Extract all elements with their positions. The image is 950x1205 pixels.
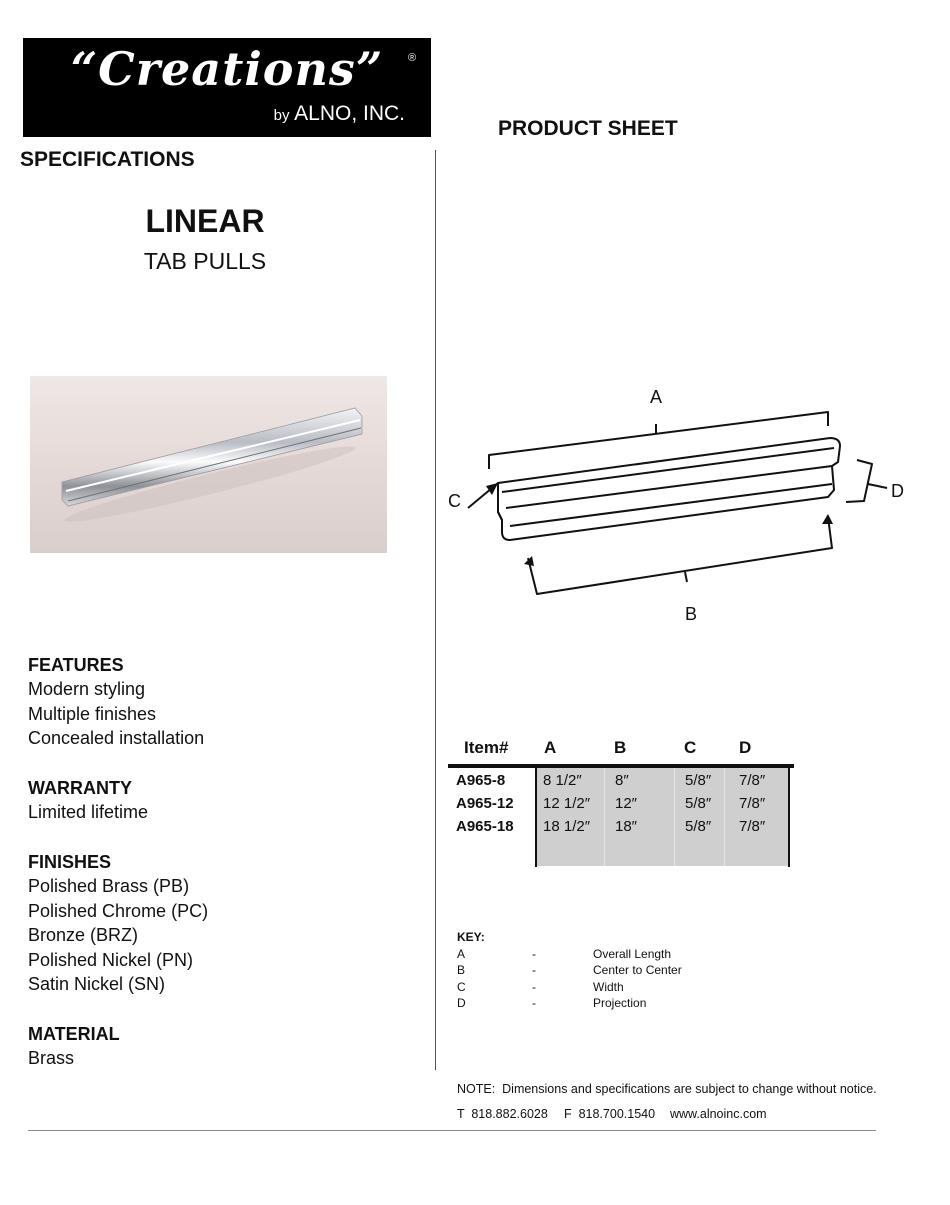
footer-rule	[28, 1130, 876, 1131]
cell-a: 12 1/2″	[543, 795, 591, 812]
table-header-c: C	[684, 738, 697, 757]
key-meaning: Width	[593, 979, 624, 994]
product-sheet-heading: PRODUCT SHEET	[498, 117, 678, 140]
feature-item: Concealed installation	[28, 728, 205, 749]
finish-item: Polished Chrome (PC)	[28, 900, 209, 921]
section-finishes	[28, 850, 208, 997]
table-right-border	[788, 768, 790, 867]
brand-logo	[23, 38, 431, 137]
dimension-table	[448, 730, 794, 870]
cell-d: 7/8″	[739, 818, 766, 835]
key-row	[457, 979, 624, 996]
logo-by-word: by	[273, 107, 290, 124]
finish-item: Polished Nickel (PN)	[28, 949, 194, 970]
fax-number: F 818.700.1540	[564, 1107, 656, 1121]
logo-company: ALNO, INC.	[294, 102, 405, 125]
dimension-key	[457, 929, 682, 1012]
table-left-border	[535, 768, 537, 867]
cell-c: 5/8″	[685, 772, 712, 789]
logo-script-text: “Creations”	[70, 42, 384, 96]
table-column-line	[674, 768, 675, 866]
key-row	[457, 962, 682, 979]
cell-b: 8″	[615, 772, 629, 789]
product-subtitle: TAB PULLS	[143, 248, 267, 274]
feature-item: Modern styling	[28, 679, 146, 699]
table-header-a: A	[544, 738, 557, 757]
cell-a: 8 1/2″	[543, 772, 582, 789]
diagram-label-b: B	[684, 604, 698, 624]
section-heading: FINISHES	[28, 852, 112, 872]
table-column-line	[724, 768, 725, 866]
dimension-diagram	[440, 380, 920, 635]
key-dash: -	[532, 996, 536, 1010]
section-features	[28, 653, 204, 751]
table-column-line	[604, 768, 605, 866]
product-title: LINEAR	[145, 203, 265, 239]
item-number: A965-8	[456, 772, 506, 789]
key-row	[457, 995, 647, 1012]
finish-item: Bronze (BRZ)	[28, 925, 139, 946]
product-photo	[30, 376, 387, 553]
finish-item: Polished Brass (PB)	[28, 876, 190, 896]
material-item: Brass	[28, 1048, 75, 1068]
section-material	[28, 1022, 120, 1071]
cell-c: 5/8″	[685, 795, 712, 812]
key-letter: A	[457, 946, 466, 961]
cell-b: 12″	[615, 795, 637, 812]
section-heading: MATERIAL	[28, 1024, 120, 1044]
key-dash: -	[532, 946, 536, 961]
section-warranty	[28, 776, 148, 825]
cell-b: 18″	[615, 818, 637, 835]
key-letter: B	[457, 963, 466, 977]
table-header-rule	[448, 764, 794, 768]
feature-item: Multiple finishes	[28, 703, 157, 724]
logo-registered-mark: ®	[408, 52, 417, 64]
key-letter: C	[457, 979, 466, 994]
finish-item: Satin Nickel (SN)	[28, 974, 166, 995]
key-meaning: Overall Length	[593, 946, 672, 961]
warranty-item: Limited lifetime	[28, 802, 149, 822]
section-heading: FEATURES	[28, 655, 124, 675]
key-letter: D	[457, 996, 466, 1010]
table-header-d: D	[739, 738, 752, 757]
diagram-label-c: C	[448, 491, 461, 511]
column-divider	[435, 150, 436, 1070]
key-row	[457, 946, 672, 963]
cell-c: 5/8″	[685, 818, 712, 835]
item-number: A965-18	[456, 818, 514, 835]
key-meaning: Projection	[593, 996, 647, 1010]
website-link[interactable]: www.alnoinc.com	[670, 1107, 767, 1121]
key-dash: -	[532, 963, 536, 977]
diagram-label-d: D	[891, 481, 904, 501]
section-heading: WARRANTY	[28, 778, 132, 798]
key-dash: -	[532, 979, 536, 994]
diagram-label-a: A	[649, 387, 663, 407]
specifications-heading: SPECIFICATIONS	[20, 148, 195, 171]
phone-number: T 818.882.6028	[457, 1107, 548, 1121]
cell-a: 18 1/2″	[543, 818, 591, 835]
key-meaning: Center to Center	[593, 963, 682, 977]
cell-d: 7/8″	[739, 772, 766, 789]
table-header-item: Item#	[464, 738, 509, 757]
logo-byline	[274, 102, 405, 126]
table-header-b: B	[614, 738, 627, 757]
tab-pull-line-drawing	[440, 380, 920, 630]
key-title: KEY:	[457, 930, 485, 944]
cell-d: 7/8″	[739, 795, 766, 812]
item-number: A965-12	[456, 795, 514, 812]
tab-pull-photo-illustration	[30, 376, 387, 553]
disclaimer-note: NOTE: Dimensions and specifications are subject to change without notice.	[457, 1082, 877, 1096]
